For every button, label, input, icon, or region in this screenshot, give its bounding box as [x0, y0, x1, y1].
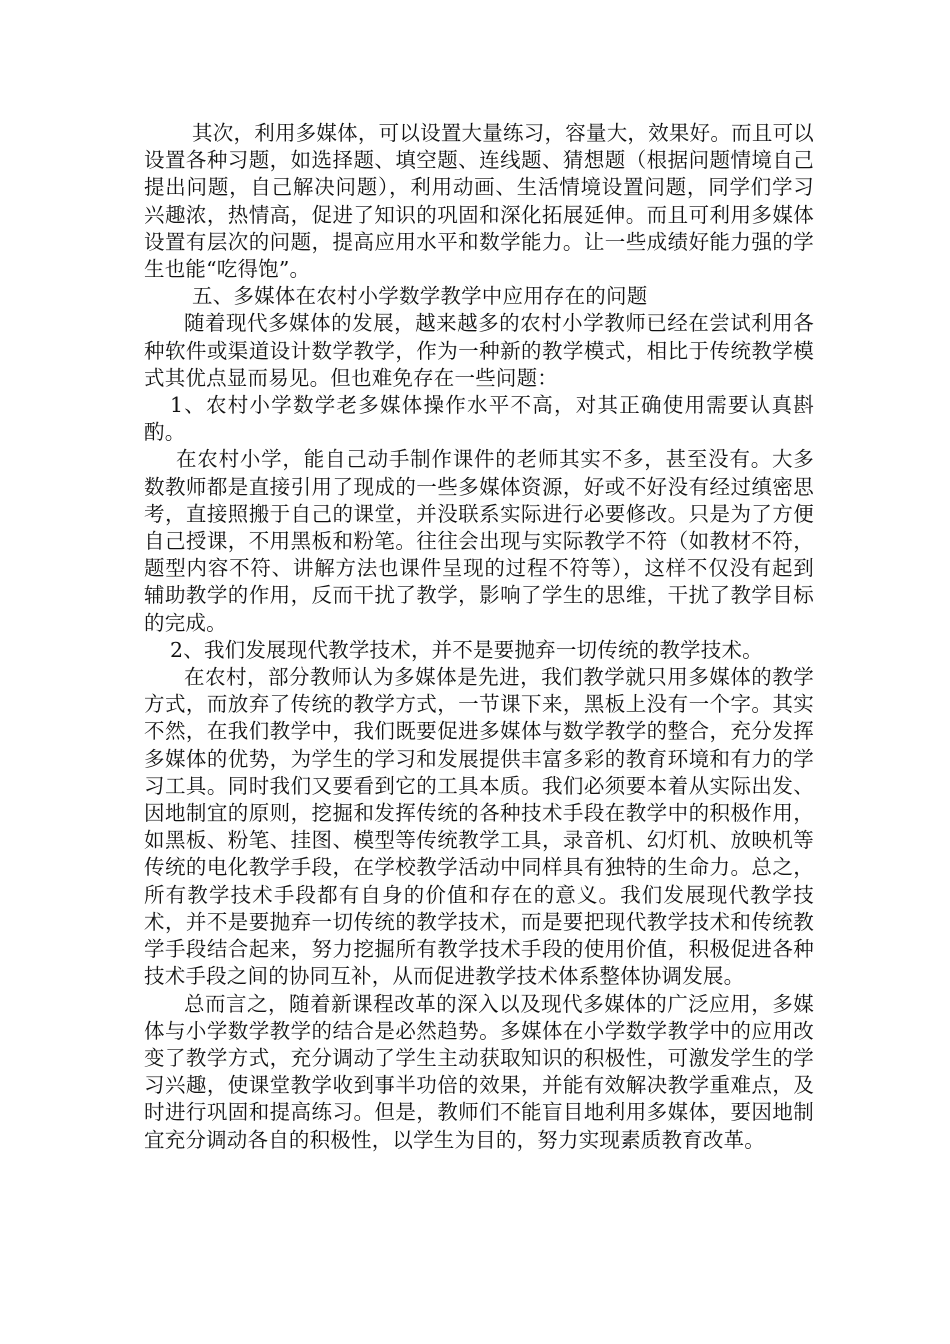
- section-heading-problems: 五、多媒体在农村小学数学教学中应用存在的问题: [192, 284, 648, 309]
- subheading-problem-1: 1、农村小学数学老多媒体操作水平不高，对其正确使用需要认真斟酌。: [144, 393, 814, 445]
- paragraph-exercises: 其次，利用多媒体，可以设置大量练习，容量大，效果好。而且可以设置各种习题，如选择题、填空题、连线题、猜想题（根据问题情境自己提出问题，自己解决问题），利用动画、生活情境设置问题，同学们学习兴趣浓，热情高，促进了知识的巩固和深化拓展延伸。而且可利用多媒体设置有层次的问题，提高应用水平和数学能力。让一些成绩好能力强的学生也能“吃得饱”。: [144, 121, 814, 282]
- paragraph-conclusion: 总而言之，随着新课程改革的深入以及现代多媒体的广泛应用，多媒体与小学数学教学的结合是必然趋势。多媒体在小学数学教学中的应用改变了教学方式，充分调动了学生主动获取知识的积极性，可激发学生的学习兴趣，使课堂教学收到事半功倍的效果，并能有效解决教学重难点，及时进行巩固和提高练习。但是，教师们不能盲目地利用多媒体，要因地制宜充分调动各自的积极性，以学生为目的，努力实现素质教育改革。: [144, 991, 814, 1152]
- subheading-problem-2: 2、我们发展现代教学技术，并不是要抛弃一切传统的教学技术。: [170, 637, 763, 662]
- paragraph-problem-2: 在农村，部分教师认为多媒体是先进，我们教学就只用多媒体的教学方式，而放弃了传统的教学方式，一节课下来，黑板上没有一个字。其实不然，在我们教学中，我们既要促进多媒体与数学教学的整合，充分发挥多媒体的优势，为学生的学习和发展提供丰富多彩的教育环境和有力的学习工具。同时我们又要看到它的工具本质。我们必须要本着从实际出发、因地制宜的原则，挖掘和发挥传统的各种技术手段在教学中的积极作用，如黑板、粉笔、挂图、模型等传统教学工具，录音机、幻灯机、放映机等传统的电化教学手段，在学校教学活动中同样具有独特的生命力。总之，所有教学技术手段都有自身的价值和存在的意义。我们发展现代教学技术，并不是要抛弃一切传统的教学技术，而是要把现代教学技术和传统教学手段结合起来，努力挖掘所有教学技术手段的使用价值，积极促进各种技术手段之间的协同互补，从而促进教学技术体系整体协调发展。: [144, 665, 814, 989]
- paragraph-intro-problems: 随着现代多媒体的发展，越来越多的农村小学教师已经在尝试利用各种软件或渠道设计数学教学，作为一种新的教学模式，相比于传统教学模式其优点显而易见。但也难免存在一些问题：: [144, 311, 814, 390]
- paragraph-problem-1: 在农村小学，能自己动手制作课件的老师其实不多，甚至没有。大多数教师都是直接引用了现成的一些多媒体资源，好或不好没有经过缜密思考，直接照搬于自己的课堂，并没联系实际进行必要修改。只是为了方便自己授课，不用黑板和粉笔。往往会出现与实际教学不符（如教材不符，题型内容不符、讲解方法也课件呈现的过程不符等），这样不仅没有起到辅助教学的作用，反而干扰了教学，影响了学生的思维，干扰了教学目标的完成。: [144, 447, 814, 635]
- document-body: [144, 120, 814, 1154]
